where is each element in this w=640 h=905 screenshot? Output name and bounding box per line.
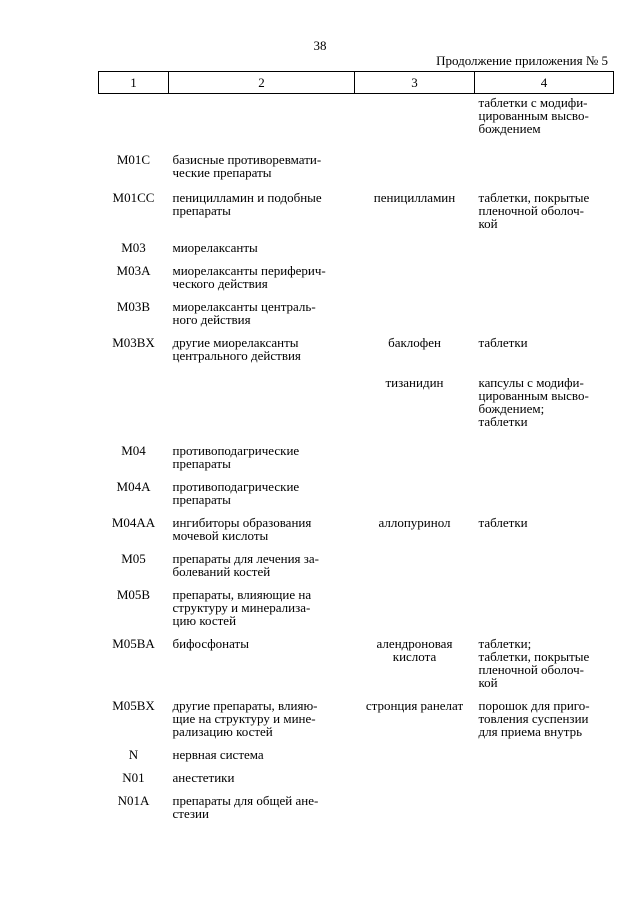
table-row xyxy=(99,179,614,230)
atc-code-cell: N xyxy=(128,747,139,762)
group-name-cell: препараты для общей ане- стезии xyxy=(172,793,319,821)
drug-name-cell xyxy=(355,254,475,290)
atc-code-cell: M01CC xyxy=(112,190,155,205)
dosage-form-cell xyxy=(475,254,614,290)
column-header: 1 xyxy=(99,72,169,94)
table-row xyxy=(99,135,614,179)
table-row xyxy=(99,738,614,761)
drug-name-cell xyxy=(355,230,475,254)
group-name-cell: нервная система xyxy=(172,747,264,762)
atc-code-cell: N01 xyxy=(122,770,145,785)
dosage-form-cell xyxy=(475,135,614,179)
drug-name-cell xyxy=(355,784,475,820)
group-name-cell: анестетики xyxy=(172,770,235,785)
drug-name-cell: пеницилламин xyxy=(373,190,456,205)
drug-name-cell: алендроновая кислота xyxy=(376,636,453,664)
atc-code-cell: M04A xyxy=(116,479,151,494)
dosage-form-cell: таблетки, покрытые пленочной оболоч- кой xyxy=(478,190,590,231)
table-row xyxy=(99,506,614,542)
dosage-form-cell xyxy=(475,578,614,627)
drug-name-cell xyxy=(355,761,475,784)
table-row xyxy=(99,254,614,290)
dosage-form-cell xyxy=(475,290,614,326)
dosage-form-cell: порошок для приго- товления суспензии для приема внутрь xyxy=(478,698,590,739)
dosage-form-cell xyxy=(475,428,614,470)
group-name-cell: препараты для лечения за- болеваний костей xyxy=(172,551,320,579)
group-name-cell xyxy=(169,94,355,136)
table-row xyxy=(99,627,614,689)
drug-name-cell xyxy=(355,135,475,179)
table-row xyxy=(99,578,614,627)
page-number: 38 xyxy=(313,38,327,53)
table-row xyxy=(99,542,614,578)
drug-name-cell xyxy=(355,738,475,761)
atc-code-cell: M05 xyxy=(121,551,146,566)
group-name-cell: ингибиторы образования мочевой кислоты xyxy=(172,515,312,543)
dosage-form-cell: таблетки xyxy=(478,335,528,350)
dosage-form-cell xyxy=(475,761,614,784)
medication-table xyxy=(98,71,614,820)
group-name-cell: миорелаксанты централь- ного действия xyxy=(172,299,316,327)
dosage-form-cell: таблетки; таблетки, покрытые пленочной оболоч- кой xyxy=(478,636,590,690)
drug-name-cell: стронция ранелат xyxy=(365,698,464,713)
dosage-form-cell xyxy=(475,542,614,578)
table-row xyxy=(99,428,614,470)
table-row xyxy=(99,470,614,506)
atc-code-cell: M04 xyxy=(121,443,146,458)
table-body xyxy=(99,94,614,821)
table-row xyxy=(99,761,614,784)
dosage-form-cell xyxy=(475,230,614,254)
dosage-form-cell: таблетки xyxy=(478,515,528,530)
drug-name-cell xyxy=(355,290,475,326)
column-header: 2 xyxy=(169,72,355,94)
table-row xyxy=(99,94,614,136)
group-name-cell: пеницилламин и подобные препараты xyxy=(172,190,322,218)
table-row xyxy=(99,784,614,820)
drug-name-cell xyxy=(355,542,475,578)
atc-code-cell: M03B xyxy=(116,299,151,314)
atc-code-cell: M04AA xyxy=(111,515,156,530)
table-row xyxy=(99,689,614,738)
dosage-form-cell xyxy=(475,784,614,820)
group-name-cell: базисные противоревмати- ческие препараты xyxy=(172,152,322,180)
dosage-form-cell: капсулы с модифи- цированным высво- бождением; таблетки xyxy=(478,375,589,429)
table-row xyxy=(99,290,614,326)
group-name-cell: противоподагрические препараты xyxy=(172,443,300,471)
atc-code-cell xyxy=(99,94,169,136)
drug-name-cell xyxy=(355,428,475,470)
group-name-cell: другие миорелаксанты центрального действия xyxy=(172,335,301,363)
group-name-cell: другие препараты, влияю- щие на структуру и мине- рализацию костей xyxy=(172,698,318,739)
group-name-cell: миорелаксанты xyxy=(172,240,258,255)
group-name-cell: препараты, влияющие на структуру и минерализа- цию костей xyxy=(172,587,312,628)
drug-name-cell: аллопуринол xyxy=(378,515,451,530)
atc-code-cell: M01C xyxy=(116,152,151,167)
drug-name-cell xyxy=(355,470,475,506)
column-header: 4 xyxy=(475,72,614,94)
drug-name-cell: тизанидин xyxy=(385,375,444,390)
atc-code-cell: M03 xyxy=(121,240,146,255)
atc-code-cell: M05B xyxy=(116,587,151,602)
group-name-cell xyxy=(169,362,355,428)
drug-name-cell xyxy=(355,94,475,136)
atc-code-cell xyxy=(99,362,169,428)
atc-code-cell: N01A xyxy=(117,793,150,808)
group-name-cell: бифосфонаты xyxy=(172,636,249,651)
atc-code-cell: M05BA xyxy=(112,636,155,651)
dosage-form-cell xyxy=(475,738,614,761)
atc-code-cell: M05BX xyxy=(112,698,155,713)
drug-name-cell xyxy=(355,578,475,627)
column-header: 3 xyxy=(355,72,475,94)
drug-name-cell: баклофен xyxy=(388,335,441,350)
dosage-form-cell xyxy=(475,470,614,506)
table-header-row xyxy=(99,72,614,94)
dosage-form-cell: таблетки с модифи- цированным высво- бождением xyxy=(478,95,589,136)
table-row xyxy=(99,230,614,254)
table-row xyxy=(99,326,614,362)
group-name-cell: миорелаксанты периферич- ческого действия xyxy=(172,263,326,291)
continuation-label: Продолжение приложения № 5 xyxy=(436,53,608,68)
group-name-cell: противоподагрические препараты xyxy=(172,479,300,507)
atc-code-cell: M03A xyxy=(116,263,151,278)
atc-code-cell: M03BX xyxy=(112,335,155,350)
table-row xyxy=(99,362,614,428)
